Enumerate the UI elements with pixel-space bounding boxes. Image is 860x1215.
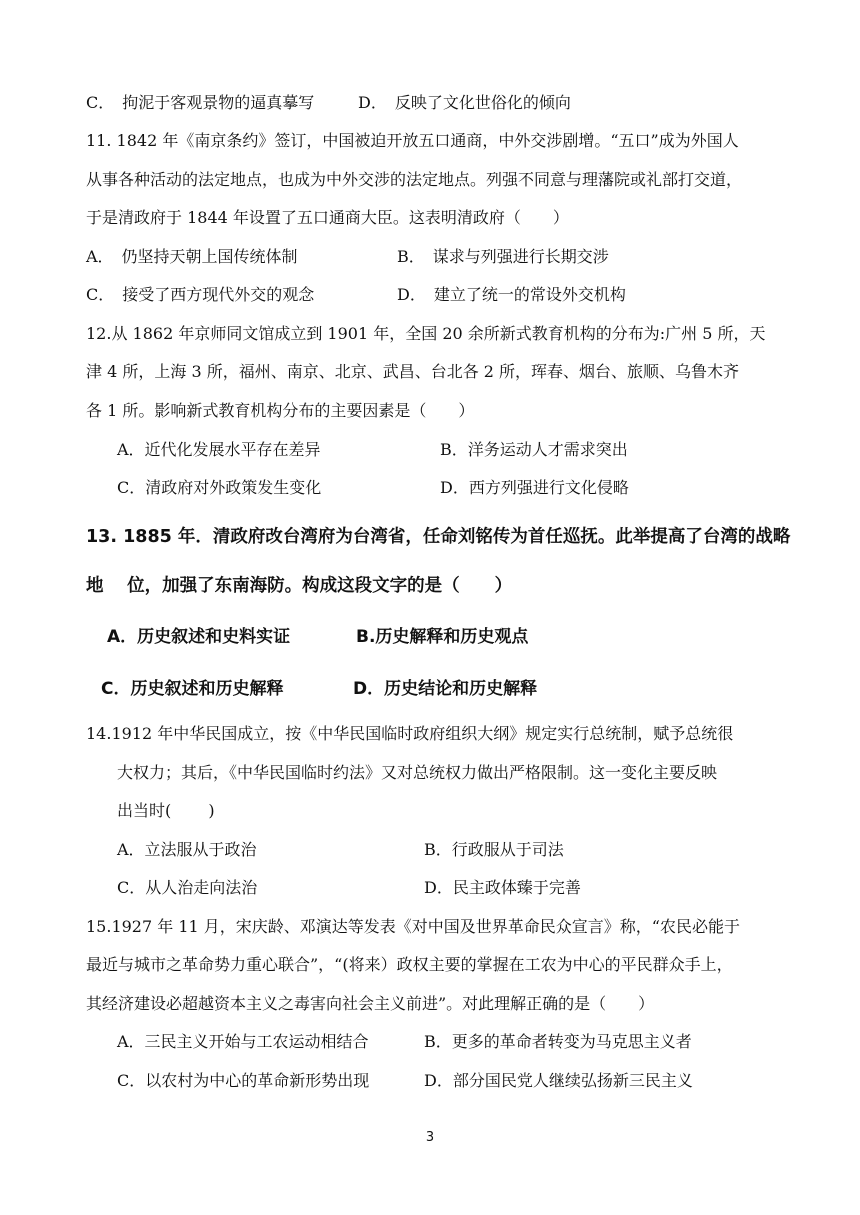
page-number: 3 bbox=[425, 1130, 435, 1145]
q14-option-c: C．从人治走向法治 bbox=[117, 878, 258, 897]
q11-option-c: C． 接受了西方现代外交的观念 bbox=[86, 285, 315, 304]
q12-option-d: D．西方列强进行文化侵略 bbox=[440, 478, 629, 497]
q14-option-a: A．立法服从于政治 bbox=[117, 840, 257, 859]
q12-option-c: C．清政府对外政策发生变化 bbox=[117, 478, 322, 497]
q14-option-b: B．行政服从于司法 bbox=[424, 840, 564, 859]
q15-option-b: B．更多的革命者转变为马克思主义者 bbox=[424, 1032, 692, 1051]
q14-stem-line-3: 出当时( ) bbox=[117, 801, 215, 820]
q15-stem-line-3: 其经济建设必超越资本主义之毒害向社会主义前进”。对此理解正确的是（ ） bbox=[86, 994, 655, 1013]
q15-stem-line-2: 最近与城市之革命势力重心联合”，“(将来）政权主要的掌握在工农为中心的平民群众手上， bbox=[86, 955, 733, 974]
q15-option-c: C．以农村为中心的革命新形势出现 bbox=[117, 1071, 370, 1090]
q11-option-d: D． 建立了统一的常设外交机构 bbox=[397, 285, 626, 304]
q12-option-b: B．洋务运动人才需求突出 bbox=[440, 440, 628, 459]
q13-stem-line-2: 地 位，加强了东南海防。构成这段文字的是（ ） bbox=[86, 576, 513, 596]
q11-option-a: A． 仍坚持天朝上国传统体制 bbox=[86, 247, 298, 266]
q12-option-a: A．近代化发展水平存在差异 bbox=[117, 440, 321, 459]
q11-stem-line-1: 11. 1842 年《南京条约》签订，中国被迫开放五口通商，中外交涉剧增。“五口”成为外国人 bbox=[86, 131, 739, 150]
q11-stem-line-3: 于是清政府于 1844 年设置了五口通商大臣。这表明清政府（ ） bbox=[86, 208, 569, 227]
q12-stem-line-1: 12.从 1862 年京师同文馆成立到 1901 年，全国 20 余所新式教育机构的分布为:广州 5 所，天 bbox=[86, 324, 766, 343]
q15-option-d: D．部分国民党人继续弘扬新三民主义 bbox=[424, 1071, 693, 1090]
q13-option-c: C．历史叙述和历史解释 bbox=[101, 679, 284, 699]
q15-option-a: A．三民主义开始与工农运动相结合 bbox=[117, 1032, 369, 1051]
q15-stem-line-1: 15.1927 年 11 月，宋庆龄、邓演达等发表《对中国及世界革命民众宣言》称，“农民必能于 bbox=[86, 917, 740, 936]
q14-stem-line-2: 大权力；其后，《中华民国临时约法》又对总统权力做出严格限制。这一变化主要反映 bbox=[117, 763, 718, 782]
q11-option-b: B． 谋求与列强进行长期交涉 bbox=[397, 247, 609, 266]
q12-stem-line-3: 各 1 所。影响新式教育机构分布的主要因素是（ ） bbox=[86, 401, 475, 420]
q10-option-d: D． 反映了文化世俗化的倾向 bbox=[358, 93, 571, 112]
q13-option-d: D．历史结论和历史解释 bbox=[353, 679, 538, 699]
q13-option-a: A．历史叙述和史料实证 bbox=[107, 627, 291, 647]
q14-stem-line-1: 14.1912 年中华民国成立，按《中华民国临时政府组织大纲》规定实行总统制，赋予总统很 bbox=[86, 724, 734, 743]
q12-stem-line-2: 津 4 所，上海 3 所，福州、南京、北京、武昌、台北各 2 所，珲春、烟台、旅顺、乌鲁木齐 bbox=[86, 362, 740, 381]
q13-stem-line-1: 13. 1885 年．清政府改台湾府为台湾省，任命刘铭传为首任巡抚。此举提高了台湾的战略 bbox=[86, 527, 791, 547]
q11-stem-line-2: 从事各种活动的法定地点，也成为中外交涉的法定地点。列强不同意与理藩院或礼部打交道， bbox=[86, 170, 743, 189]
q10-option-c: C． 拘泥于客观景物的逼真摹写 bbox=[86, 93, 315, 112]
q14-option-d: D．民主政体臻于完善 bbox=[424, 878, 581, 897]
q13-option-b: B.历史解释和历史观点 bbox=[356, 627, 529, 647]
